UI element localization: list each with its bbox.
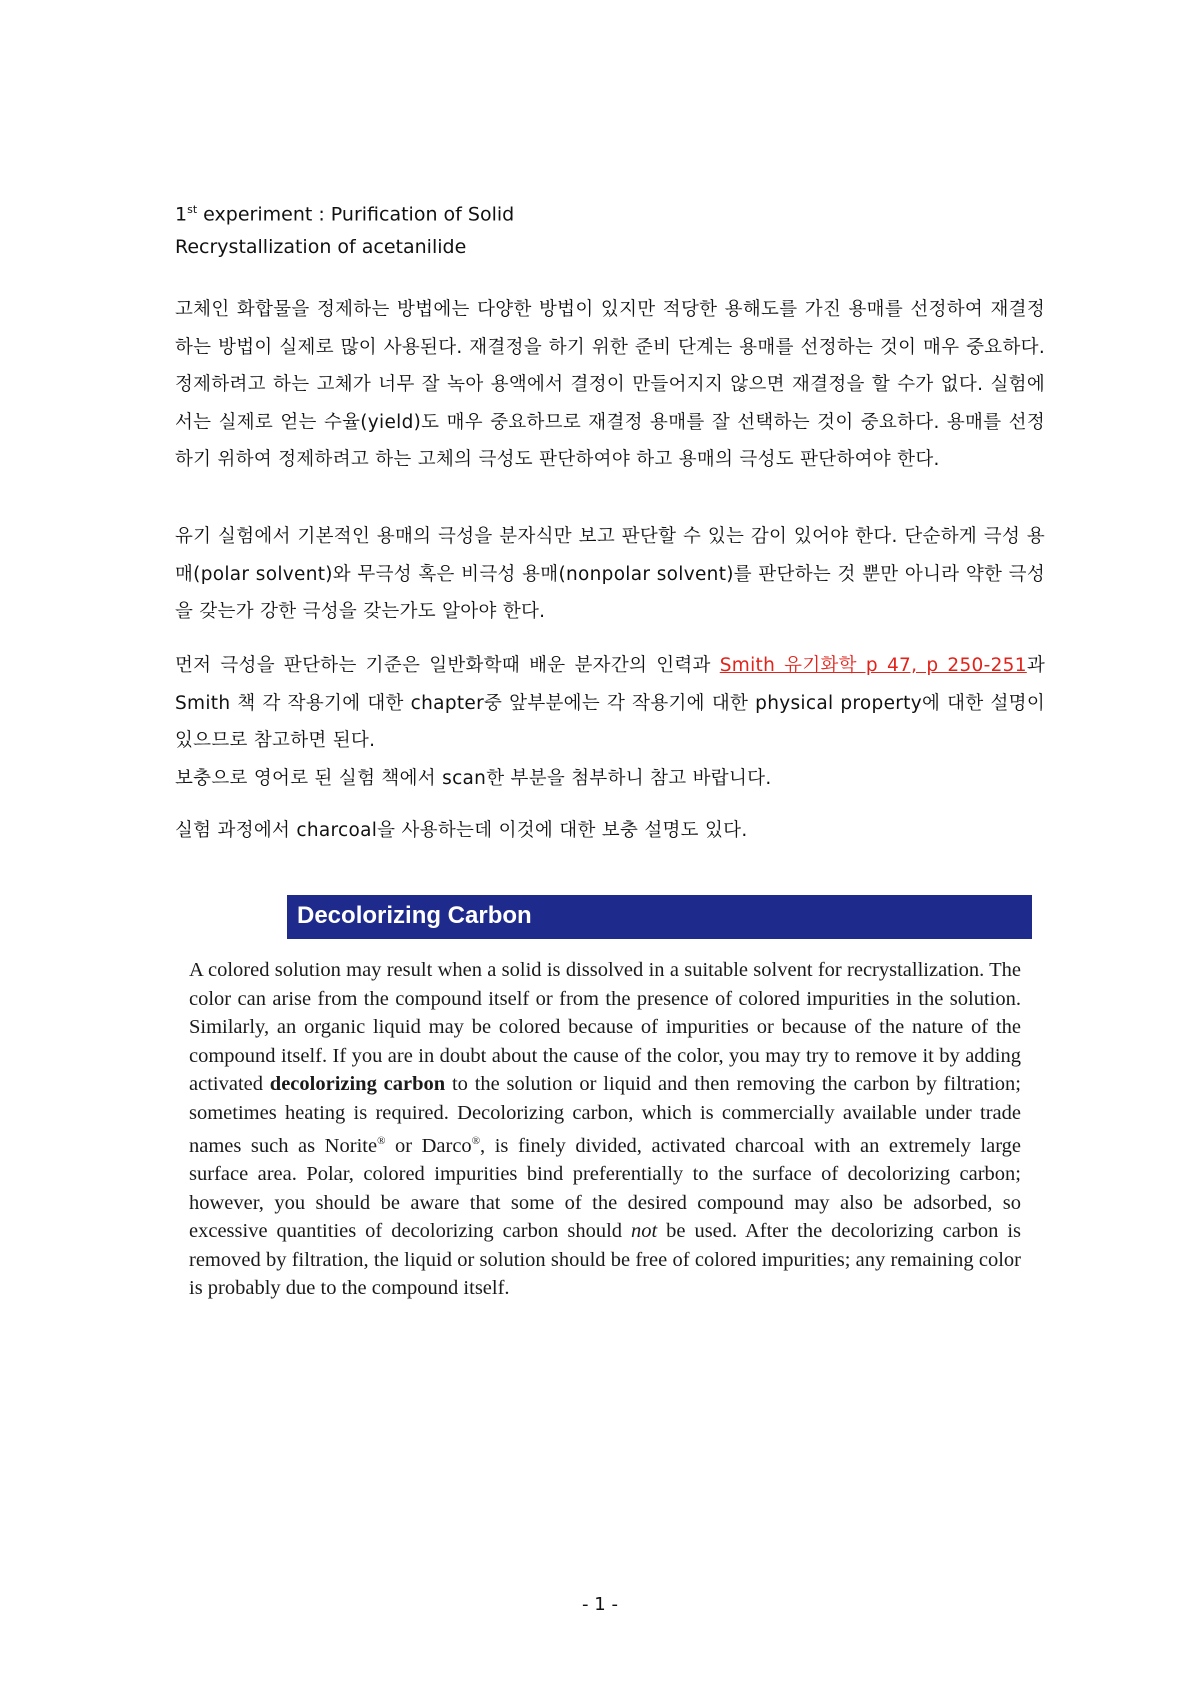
scan-section-header — [287, 895, 1032, 939]
experiment-subtitle: Recrystallization of acetanilide — [175, 236, 467, 259]
scan-section-title: Decolorizing Carbon — [297, 902, 532, 929]
experiment-heading — [175, 193, 514, 264]
scan-bold-term: decolorizing carbon — [269, 1073, 446, 1095]
ordinal-suffix: st — [187, 203, 198, 216]
reference-text-after: 과 Smith 책 각 작용기에 대한 chapter중 앞부분에는 각 작용기에 대한 physical property에 대한 설명이 있으므로 참고하면 된다. — [175, 655, 1045, 751]
reference-text-before: 먼저 극성을 판단하는 기준은 일반화학때 배운 분자간의 인력과 — [175, 655, 720, 676]
experiment-title: experiment : Purification of Solid — [197, 203, 515, 226]
charcoal-note: 실험 과정에서 charcoal을 사용하는데 이것에 대한 보충 설명도 있다. — [175, 820, 748, 841]
scan-attachment-note: 보충으로 영어로 된 실험 책에서 scan한 부분을 첨부하니 참고 바랍니다. — [175, 767, 772, 789]
registered-mark: ® — [377, 1135, 386, 1147]
scan-text-part: A colored solution may result when a solid is dissolved in a suitable solvent for recrystallization. The color can arise from the compound itself or from the presence of colored impurities in the solution. Similarly, an organic liquid may be colored because of impurities or because of the nature of the compound itself. If you are in doubt about the cause of the color, you may try to remove it by adding activated — [189, 959, 1021, 1095]
experiment-number: 1 — [175, 203, 188, 226]
scan-text-part: or Darco — [385, 1134, 472, 1157]
scan-body-text — [189, 956, 1021, 1303]
scan-text-part: , is finely divided, activated charcoal with an extremely large surface area. Polar, colored impurities bind preferentially to the surface of decolorizing carbon; however, you should be aware that some of the desired compound may also be adsorbed, so excessive quantities of decolorizing carbon should — [189, 1134, 1022, 1243]
scan-text-part: be used. After the decolorizing carbon is removed by filtration, the liquid or solution should be free of colored impurities; any remaining color is probably due to the compound itself. — [189, 1220, 1022, 1300]
intro-paragraph: 고체인 화합물을 정제하는 방법에는 다양한 방법이 있지만 적당한 용해도를 가진 용매를 선정하여 재결정하는 방법이 실제로 많이 사용된다. 재결정을 하기 위한 준비 단계는 용매를 선정하는 것이 매우 중요하다. 정제하려고 하는 고체가 너무 잘 녹아 용액에서 결정이 만들어지지 않으면 재결정을 할 수가 없다. 실험에서는 실제로 얻는 수율(yield)도 매우 중요하므로 재결정 용매를 잘 선택하는 것이 중요하다. 용매를 선정하기 위하여 정제하려고 하는 고체의 극성도 판단하여야 하고 용매의 극성도 판단하여야 한다. — [175, 299, 1045, 470]
page-number: - 1 - — [582, 1594, 618, 1615]
scan-italic-term: not — [630, 1220, 658, 1243]
reference-paragraph — [175, 647, 1045, 797]
experiment-title-line — [175, 193, 514, 231]
smith-reference-link[interactable]: Smith 유기화학 p 47, p 250-251 — [719, 655, 1027, 676]
scan-text-part: to the solution or liquid and then removing the carbon by filtration; sometimes heating is required. Decolorizing carbon, which is commercially available under trade names such as Norite — [189, 1073, 1021, 1157]
registered-mark: ® — [471, 1135, 481, 1147]
polarity-paragraph: 유기 실험에서 기본적인 용매의 극성을 분자식만 보고 판단할 수 있는 감이 있어야 한다. 단순하게 극성 용매(polar solvent)와 무극성 혹은 비극성 용매(nonpolar solvent)를 판단하는 것 뿐만 아니라 약한 극성을 갖는가 강한 극성을 갖는가도 알아야 한다. — [175, 526, 1045, 622]
